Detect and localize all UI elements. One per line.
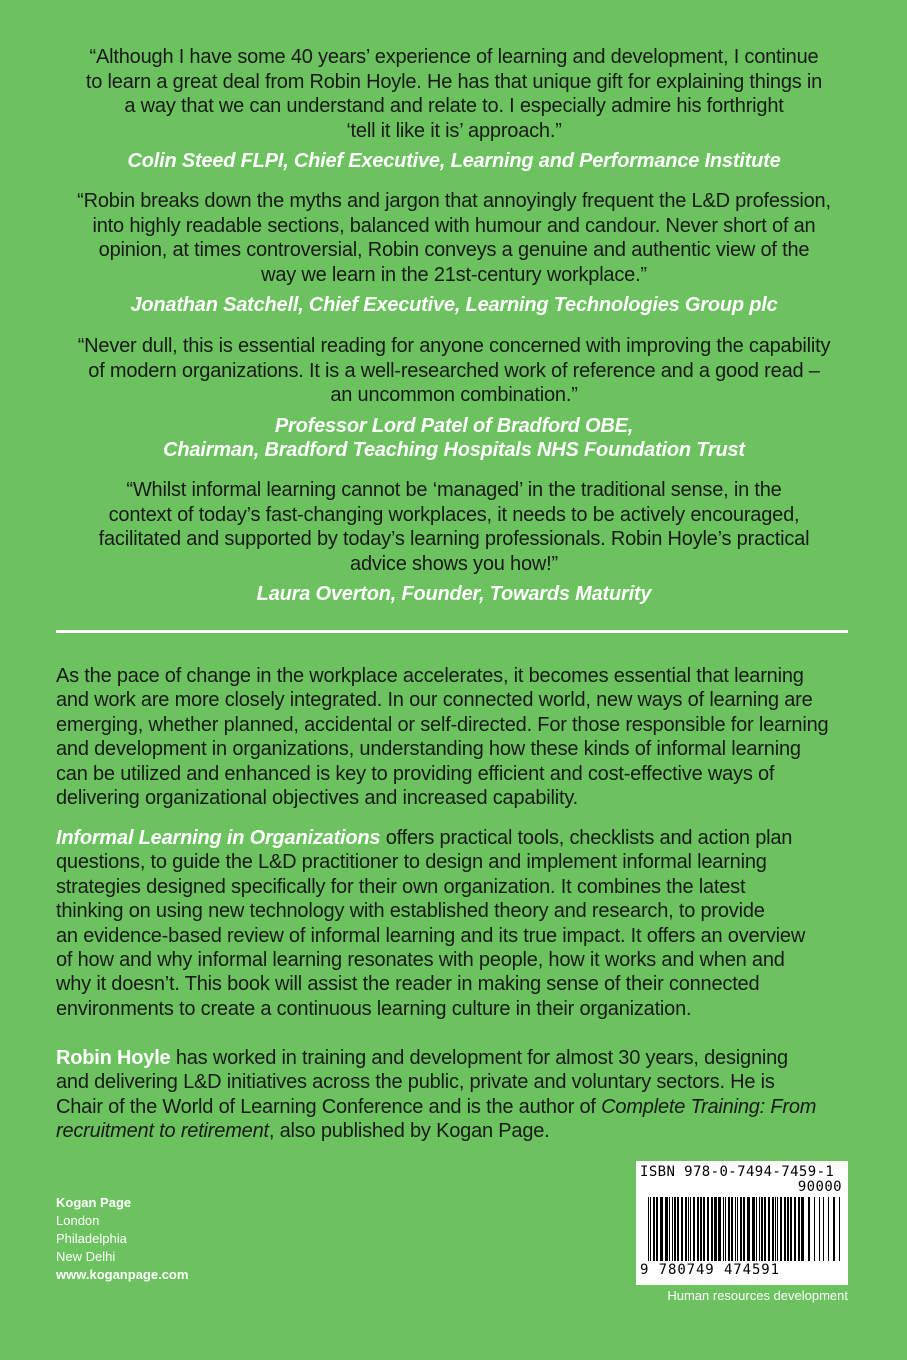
barcode-bar: [794, 1197, 796, 1261]
attribution-line: Laura Overton, Founder, Towards Maturity: [256, 583, 652, 605]
barcode-bar: [681, 1197, 683, 1261]
attribution-line: Colin Steed FLPI, Chief Executive, Learning and Performance Institute: [127, 150, 781, 172]
text-line: environments to create a continuous learning culture in their organization.: [56, 997, 692, 1020]
quote-attribution: [56, 293, 852, 318]
quote-line: “Robin breaks down the myths and jargon that annoyingly frequent the L&D profession,: [77, 190, 831, 212]
endorsement-quote-4: [56, 478, 852, 607]
barcode-bar: [690, 1197, 691, 1261]
book-title-italic: recruitment to retirement: [56, 1120, 269, 1143]
book-title-italic: Complete Training: From: [601, 1095, 817, 1118]
barcode-bar: [752, 1197, 755, 1261]
description-paragraph-2: [56, 826, 856, 1021]
endorsement-quote-3: [56, 334, 852, 463]
publisher-city: London: [56, 1213, 100, 1228]
text-line: offers practical tools, checklists and action plan: [380, 827, 793, 849]
barcode-bar: [665, 1197, 668, 1261]
barcode-bar: [737, 1197, 738, 1261]
quote-text: [56, 45, 852, 143]
barcode-addon-bar: [823, 1197, 824, 1261]
quote-line: “Never dull, this is essential reading for anyone concerned with improving the capability: [77, 335, 831, 357]
quote-line: “Although I have some 40 years’ experience of learning and development, I continue: [89, 46, 819, 68]
quote-line: ‘tell it like it is’ approach.”: [346, 119, 562, 142]
barcode-bar: [728, 1197, 730, 1261]
author-bio: [56, 1046, 856, 1144]
text-line: has worked in training and development for almost 30 years, designing: [170, 1047, 788, 1069]
text-line: and delivering L&D initiatives across the public, private and voluntary sectors. He is: [56, 1071, 775, 1094]
quote-line: a way that we can understand and relate to. I especially admire his forthright: [124, 95, 784, 117]
barcode-bar: [747, 1197, 750, 1261]
barcode-bar: [688, 1197, 689, 1261]
publisher-name: Kogan Page: [56, 1195, 132, 1210]
subject-category: Human resources development: [667, 1288, 848, 1303]
barcode-bar: [656, 1197, 658, 1261]
barcode-bar: [660, 1197, 663, 1261]
text-line: emerging, whether planned, accidental or self-directed. For those responsible for learning: [56, 713, 829, 736]
text-line: strategies designed specifically for their own organization. It combines the latest: [56, 875, 746, 898]
barcode-addon-bar: [833, 1197, 835, 1261]
barcode-bar: [780, 1197, 782, 1261]
barcode-bar: [672, 1197, 673, 1261]
barcode-bar: [725, 1197, 726, 1261]
quote-line: context of today’s fast-changing workplaces, it needs to be actively encouraged,: [108, 503, 800, 526]
barcode-bar: [718, 1197, 721, 1261]
barcode-bar: [700, 1197, 702, 1261]
barcode-addon-bar: [808, 1197, 810, 1261]
barcode-bar: [768, 1197, 770, 1261]
barcode-bar: [714, 1197, 717, 1261]
barcode-bar: [697, 1197, 699, 1261]
text-line: delivering organizational objectives and increased capability.: [56, 787, 578, 810]
barcode-bar: [653, 1197, 655, 1261]
attribution-line: Professor Lord Patel of Bradford OBE,: [274, 414, 634, 437]
price-code: 90000: [797, 1179, 842, 1195]
publisher-url: www.koganpage.com: [56, 1267, 189, 1282]
barcode-bar: [759, 1197, 760, 1261]
barcode-bar: [707, 1197, 709, 1261]
isbn-barcode: [636, 1161, 848, 1285]
barcode-addon-bar: [814, 1197, 815, 1261]
barcode-bar: [731, 1197, 733, 1261]
barcode-bar: [740, 1197, 742, 1261]
attribution-line: Jonathan Satchell, Chief Executive, Learning Technologies Group plc: [130, 294, 778, 316]
quote-text: [56, 189, 852, 287]
quote-text: [56, 478, 852, 576]
barcode-bar: [798, 1197, 800, 1261]
barcode-bar: [743, 1197, 745, 1261]
quote-line: “Whilst informal learning cannot be ‘managed’ in the traditional sense, in the: [126, 479, 782, 501]
barcode-addon-bar: [828, 1197, 829, 1261]
publisher-city: Philadelphia: [56, 1231, 127, 1246]
barcode-addon-bar: [839, 1197, 840, 1261]
text-line: of how and why informal learning resonates with people, how it works and when and: [56, 949, 785, 972]
section-divider: [56, 630, 848, 633]
barcode-bar: [772, 1197, 774, 1261]
quote-attribution: [56, 582, 852, 607]
endorsement-quote-1: [56, 45, 852, 174]
barcode-bar: [761, 1197, 763, 1261]
ean-digits: 9 780749 474591: [640, 1262, 844, 1278]
quote-line: to learn a great deal from Robin Hoyle. He has that unique gift for explaining things in: [85, 70, 823, 93]
barcode-bar: [764, 1197, 766, 1261]
barcode-bar: [784, 1197, 786, 1261]
barcode-bar: [790, 1197, 792, 1261]
quote-line: into highly readable sections, balanced with humour and candour. Never short of an: [92, 214, 816, 237]
barcode-bar: [693, 1197, 695, 1261]
quote-line: of modern organizations. It is a well-researched work of reference and a good read –: [88, 359, 820, 382]
barcode-bar: [674, 1197, 676, 1261]
text-line: thinking on using new technology with established theory and research, to provide: [56, 900, 765, 923]
quote-line: facilitated and supported by today’s learning professionals. Robin Hoyle’s practical: [98, 528, 810, 550]
barcode-bar: [775, 1197, 776, 1261]
text-line: and development in organizations, understanding how these kinds of informal learning: [56, 738, 801, 761]
barcode-bar: [801, 1197, 804, 1261]
quote-line: opinion, at times controversial, Robin conveys a genuine and authentic view of the: [98, 239, 810, 261]
publisher-imprint: [56, 1194, 188, 1284]
barcode-bar: [703, 1197, 705, 1261]
quote-line: an uncommon combination.”: [330, 384, 578, 406]
text-line: Chair of the World of Learning Conference and is the author of: [56, 1095, 602, 1118]
barcode-bar: [669, 1197, 670, 1261]
author-name: Robin Hoyle: [56, 1047, 171, 1069]
barcode-bar: [777, 1197, 778, 1261]
quote-attribution: [56, 414, 852, 463]
barcode-bar: [685, 1197, 687, 1261]
barcode-addon-bar: [819, 1197, 820, 1261]
quote-line: way we learn in the 21st-century workplace.”: [261, 263, 647, 286]
barcode-bar: [648, 1197, 649, 1261]
barcode-bar: [756, 1197, 757, 1261]
book-title: Informal Learning in Organizations: [56, 827, 381, 849]
text-line: As the pace of change in the workplace accelerates, it becomes essential that learning: [56, 665, 804, 687]
text-line: an evidence-based review of informal learning and its true impact. It offers an overview: [56, 924, 806, 947]
quote-text: [56, 334, 852, 408]
attribution-line: Chairman, Bradford Teaching Hospitals NHS Foundation Trust: [163, 439, 745, 461]
isbn-text: ISBN 978-0-7494-7459-1: [640, 1164, 835, 1180]
description-paragraph-1: [56, 664, 856, 810]
publisher-city: New Delhi: [56, 1249, 116, 1264]
text-line: and work are more closely integrated. In our connected world, new ways of learning are: [56, 689, 813, 712]
barcode-bar: [735, 1197, 736, 1261]
quote-line: advice shows you how!”: [350, 552, 558, 575]
text-line: why it doesn’t. This book will assist the reader in making sense of their connected: [56, 973, 760, 996]
quote-attribution: [56, 149, 852, 174]
barcode-bar: [650, 1197, 651, 1261]
barcode-bar: [723, 1197, 724, 1261]
barcode-bar: [711, 1197, 713, 1261]
text-line: questions, to guide the L&D practitioner to design and implement informal learning: [56, 851, 767, 874]
text-line: , also published by Kogan Page.: [268, 1120, 550, 1143]
barcode-bar: [787, 1197, 789, 1261]
barcode-bar: [677, 1197, 679, 1261]
text-line: can be utilized and enhanced is key to providing efficient and cost-effective ways of: [56, 762, 775, 785]
endorsement-quote-2: [56, 189, 852, 318]
